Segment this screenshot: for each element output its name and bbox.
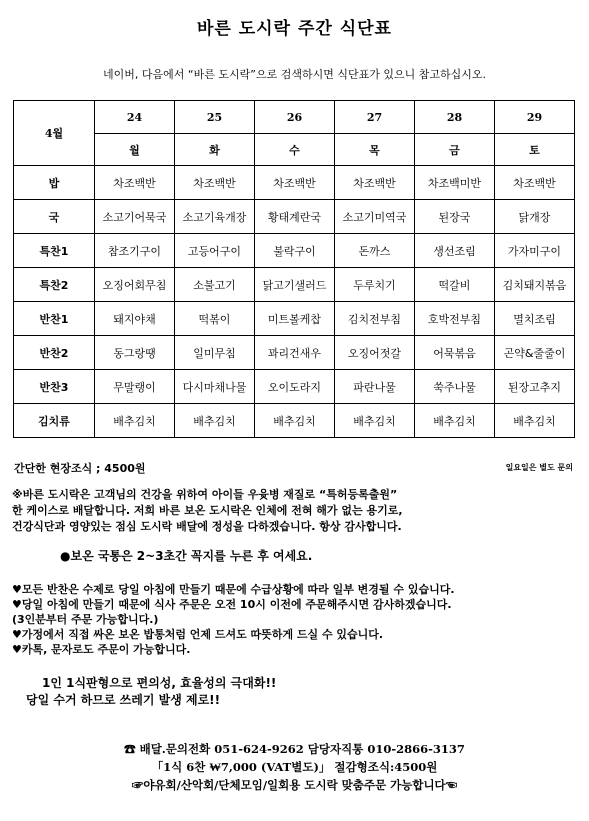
menu-cell: 호박전부침	[415, 302, 495, 336]
menu-cell: 돈까스	[335, 234, 415, 268]
menu-row-kimchi	[14, 404, 575, 438]
menu-cell: 불락구이	[255, 234, 335, 268]
menu-cell: 떡볶이	[175, 302, 255, 336]
menu-cell: 소고기어묵국	[95, 200, 175, 234]
weekday-cell: 월	[95, 134, 175, 166]
menu-cell: 생선조림	[415, 234, 495, 268]
intro-line: ※바른 도시락은 고객님의 건강을 위하여 아이들 우윳병 재질로 “특허등록출원”	[12, 488, 398, 501]
price-line: 「1식 6찬 ₩7,000 (VAT별도)」 절감형조식:4500원	[151, 760, 438, 774]
menu-cell: 김치돼지볶음	[495, 268, 575, 302]
slogan-block	[26, 675, 589, 709]
contact-footer	[0, 740, 589, 794]
menu-cell: 배추김치	[95, 404, 175, 438]
menu-cell: 소불고기	[175, 268, 255, 302]
menu-cell: 김치전부침	[335, 302, 415, 336]
weekday-cell: 토	[495, 134, 575, 166]
menu-row-soup	[14, 200, 575, 234]
menu-cell: 황태계란국	[255, 200, 335, 234]
menu-cell: 차조백반	[255, 166, 335, 200]
month-cell: 4월	[14, 101, 95, 166]
date-cell: 28	[415, 101, 495, 134]
menu-cell: 멸치조림	[495, 302, 575, 336]
page-subtitle: 네이버, 다음에서 “바른 도시락”으로 검색하시면 식단표가 있으니 참고하십시오.	[103, 68, 486, 81]
custom-order-line: ☞야유회/산악회/단체모임/일회용 도시락 맞춤주문 가능합니다☜	[131, 778, 458, 792]
intro-line: 건강식단과 영양있는 점심 도시락 배달에 정성을 다하겠습니다. 항상 감사합니다.	[12, 520, 402, 533]
date-cell: 25	[175, 101, 255, 134]
menu-cell: 배추김치	[335, 404, 415, 438]
contact-phone-line: ☎ 배달.문의전화 051-624-9262 담당자직통 010-2866-3137	[124, 742, 465, 756]
menu-cell: 배추김치	[175, 404, 255, 438]
date-cell: 29	[495, 101, 575, 134]
slogan-line: 1인 1식판형으로 편의성, 효율성의 극대화!!	[42, 676, 277, 690]
bullet-line: ♥가정에서 직접 싸온 보온 밥통처럼 언제 드셔도 따뜻하게 드실 수 있습니다.	[12, 628, 384, 641]
menu-cell: 오징어젓갈	[335, 336, 415, 370]
weekday-cell: 목	[335, 134, 415, 166]
menu-cell: 파란나물	[335, 370, 415, 404]
menu-cell: 차조백반	[335, 166, 415, 200]
intro-paragraph	[12, 487, 582, 535]
slogan-line: 당일 수거 하므로 쓰레기 발생 제로!!	[26, 693, 221, 707]
menu-row-rice	[14, 166, 575, 200]
menu-row-side3	[14, 370, 575, 404]
menu-cell: 배추김치	[415, 404, 495, 438]
menu-cell: 된장고추지	[495, 370, 575, 404]
breakfast-price-note: 간단한 현장조식 ; 4500원	[14, 462, 146, 475]
row-label: 김치류	[14, 404, 95, 438]
menu-cell: 닭개장	[495, 200, 575, 234]
menu-cell: 곤약&줄줄이	[495, 336, 575, 370]
weekday-row	[14, 134, 575, 166]
menu-cell: 어묵볶음	[415, 336, 495, 370]
weekday-cell: 수	[255, 134, 335, 166]
intro-line: 한 케이스로 배달합니다. 저희 바른 보온 도시락은 인체에 전혀 해가 없는 용기로,	[12, 504, 403, 517]
menu-cell: 미트볼케찹	[255, 302, 335, 336]
menu-cell: 무말랭이	[95, 370, 175, 404]
menu-cell: 차조백반	[495, 166, 575, 200]
menu-cell: 가자미구이	[495, 234, 575, 268]
menu-cell: 차조백반	[175, 166, 255, 200]
menu-cell: 차조백미반	[415, 166, 495, 200]
menu-cell: 배추김치	[255, 404, 335, 438]
date-cell: 27	[335, 101, 415, 134]
bullet-line: (3인분부터 주문 가능합니다.)	[12, 613, 159, 626]
menu-cell: 소고기미역국	[335, 200, 415, 234]
row-label: 특찬1	[14, 234, 95, 268]
row-label: 반찬1	[14, 302, 95, 336]
weekday-cell: 금	[415, 134, 495, 166]
menu-cell: 일미무침	[175, 336, 255, 370]
menu-row-special1	[14, 234, 575, 268]
policy-bullets	[12, 582, 582, 657]
date-cell: 24	[95, 101, 175, 134]
soup-container-note: ●보온 국통은 2~3초간 꼭지를 누른 후 여세요.	[60, 549, 313, 563]
menu-cell: 소고기육개장	[175, 200, 255, 234]
menu-row-side1	[14, 302, 575, 336]
menu-cell: 된장국	[415, 200, 495, 234]
row-label: 반찬3	[14, 370, 95, 404]
bullet-line: ♥당일 아침에 만들기 때문에 식사 주문은 오전 10시 이전에 주문해주시면 감사하겠습니다.	[12, 598, 452, 611]
weekly-menu-table	[13, 100, 575, 438]
row-label: 밥	[14, 166, 95, 200]
date-cell: 26	[255, 101, 335, 134]
date-row	[14, 101, 575, 134]
menu-cell: 배추김치	[495, 404, 575, 438]
menu-cell: 꽈리건새우	[255, 336, 335, 370]
row-label: 특찬2	[14, 268, 95, 302]
menu-cell: 고등어구이	[175, 234, 255, 268]
menu-cell: 차조백반	[95, 166, 175, 200]
menu-cell: 쑥주나물	[415, 370, 495, 404]
row-label: 반찬2	[14, 336, 95, 370]
weekday-cell: 화	[175, 134, 255, 166]
menu-row-special2	[14, 268, 575, 302]
menu-cell: 오징어회무침	[95, 268, 175, 302]
menu-cell: 오이도라지	[255, 370, 335, 404]
menu-cell: 다시마채나물	[175, 370, 255, 404]
row-label: 국	[14, 200, 95, 234]
menu-cell: 참조기구이	[95, 234, 175, 268]
page-title: 바른 도시락 주간 식단표	[197, 19, 392, 39]
menu-row-side2	[14, 336, 575, 370]
menu-cell: 떡갈비	[415, 268, 495, 302]
menu-cell: 닭고기샐러드	[255, 268, 335, 302]
menu-cell: 돼지야채	[95, 302, 175, 336]
bullet-line: ♥모든 반찬은 수제로 당일 아침에 만들기 때문에 수급상황에 따라 일부 변경될 수 있습니다.	[12, 583, 455, 596]
menu-cell: 동그랑땡	[95, 336, 175, 370]
menu-cell: 두루치기	[335, 268, 415, 302]
sunday-inquiry-note: 일요일은 별도 문의	[505, 463, 573, 472]
bullet-line: ♥카톡, 문자로도 주문이 가능합니다.	[12, 643, 191, 656]
